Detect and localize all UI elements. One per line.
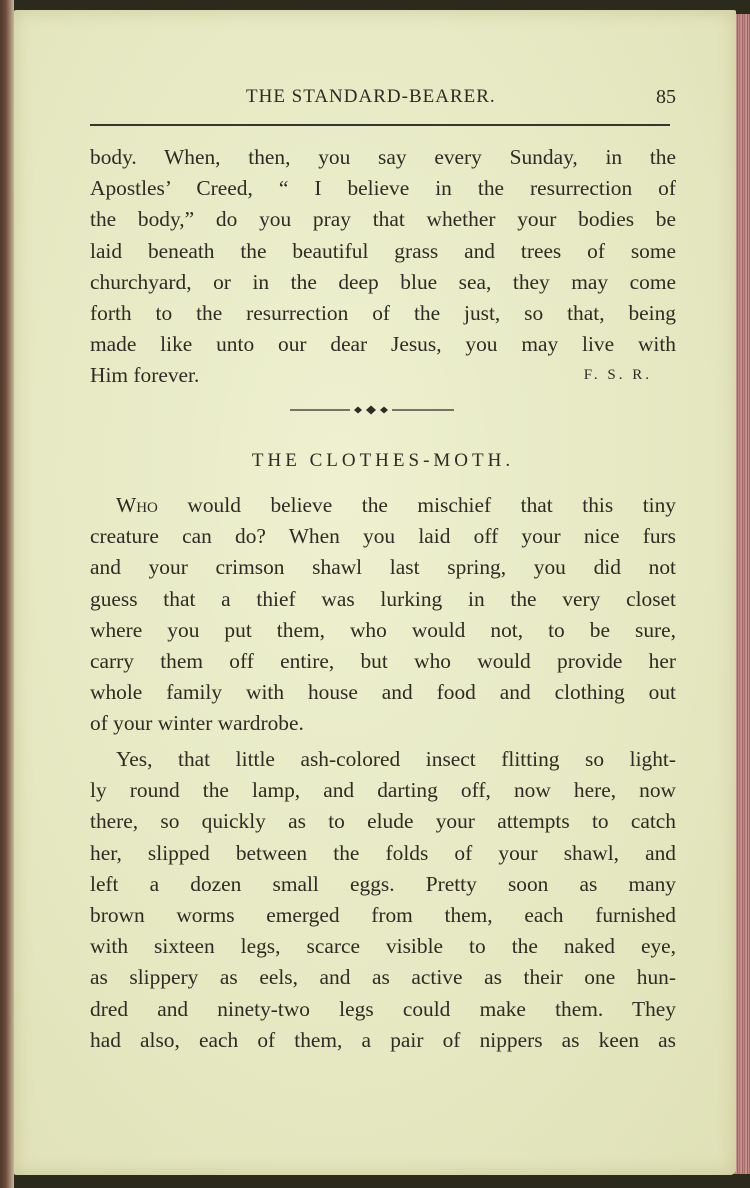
text-line: made like unto our dear Jesus, you may live with bbox=[90, 332, 676, 357]
text-line-first bbox=[90, 490, 676, 521]
text-line: laid beneath the beautiful grass and trees of some bbox=[90, 238, 676, 263]
text-line-last bbox=[90, 360, 676, 391]
text-line: brown worms emerged from them, each furnished bbox=[90, 903, 676, 928]
book-binding-edge bbox=[0, 0, 14, 1188]
text-line: left a dozen small eggs. Pretty soon as many bbox=[90, 871, 676, 896]
author-signature: F. S. R. bbox=[583, 367, 652, 384]
text-line: creature can do? When you laid off your nice furs bbox=[90, 524, 676, 549]
text-line: guess that a thief was lurking in the very closet bbox=[90, 586, 676, 611]
text-line: churchyard, or in the deep blue sea, they may come bbox=[90, 269, 676, 294]
text-line-last: of your winter wardrobe. bbox=[90, 711, 304, 736]
running-head-title: THE STANDARD-BEARER. bbox=[246, 86, 496, 107]
text-line: the body,” do you pray that whether your bodies be bbox=[90, 207, 676, 232]
text-line: where you put them, who would not, to be sure, bbox=[90, 617, 676, 642]
text-line: ly round the lamp, and darting off, now here, now bbox=[90, 778, 676, 803]
text-line: whole family with house and food and clothing out bbox=[90, 680, 676, 705]
header-rule bbox=[90, 124, 670, 126]
text-line: with sixteen legs, scarce visible to the naked eye, bbox=[90, 934, 676, 959]
text-line: her, slipped between the folds of your shawl, and bbox=[90, 840, 676, 865]
section-title: THE CLOTHES-MOTH. bbox=[251, 450, 515, 471]
paragraph-clothes-moth-intro bbox=[90, 490, 676, 740]
paragraph-clothes-moth-body bbox=[90, 744, 676, 1056]
text-line: had also, each of them, a pair of nippers as keen as bbox=[90, 1027, 676, 1052]
text-line: dred and ninety-two legs could make them. They bbox=[90, 996, 676, 1021]
text-line: and your crimson shawl last spring, you did not bbox=[90, 555, 676, 580]
text-line: as slippery as eels, and as active as their one hun- bbox=[90, 965, 676, 990]
running-head bbox=[80, 86, 680, 112]
page-number: 85 bbox=[656, 86, 676, 108]
text-line-content: Him forever. bbox=[90, 363, 200, 388]
text-line: there, so quickly as to elude your attempts to catch bbox=[90, 809, 676, 834]
section-divider-ornament bbox=[290, 400, 454, 420]
text-line: carry them off entire, but who would provide her bbox=[90, 649, 676, 674]
drop-word: Who bbox=[116, 493, 158, 517]
text-line: body. When, then, you say every Sunday, in the bbox=[90, 145, 676, 169]
text-line-content: would believe the mischief that this tiny bbox=[157, 493, 676, 517]
paragraph-closing bbox=[90, 142, 676, 392]
text-line: forth to the resurrection of the just, so that, being bbox=[90, 301, 676, 326]
text-line-first: Yes, that little ash-colored insect flitting so light- bbox=[116, 747, 676, 771]
text-line: Apostles’ Creed, “ I believe in the resurrection of bbox=[90, 176, 676, 201]
